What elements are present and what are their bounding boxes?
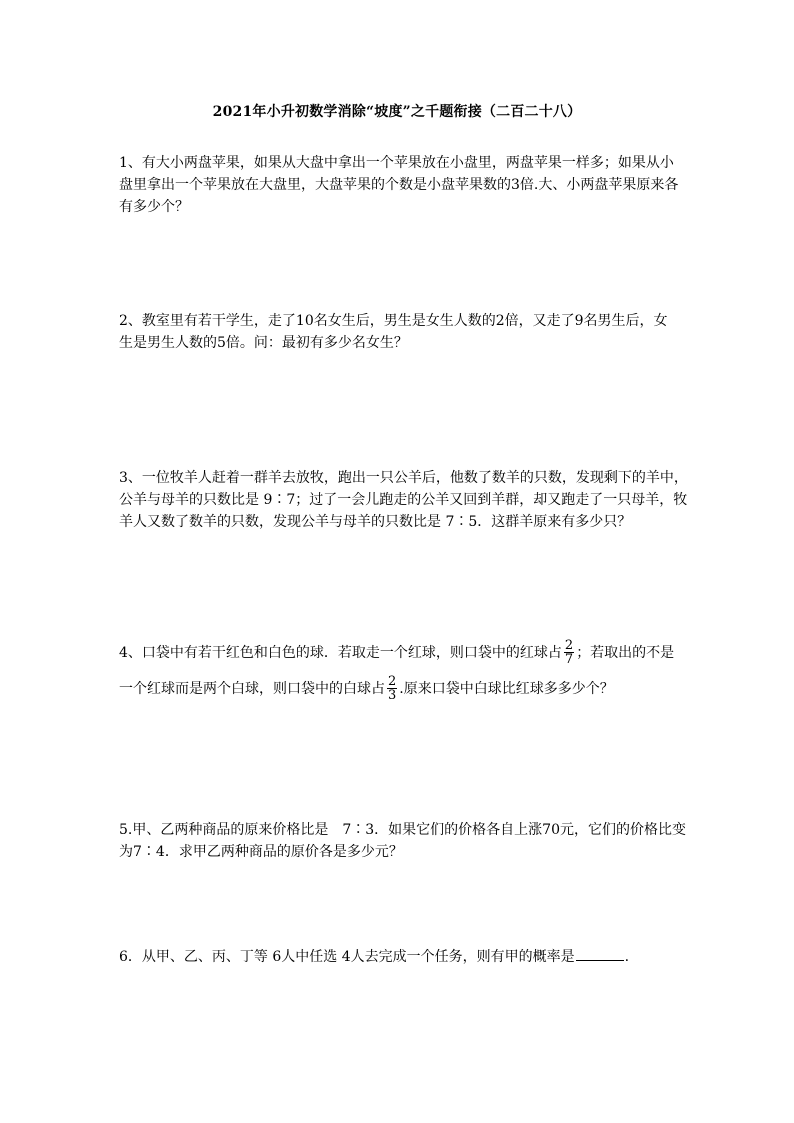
fraction-denominator: 7 [564,652,574,667]
question-1-line-1: 1、有大小两盘苹果，如果从大盘中拿出一个苹果放在小盘里，两盘苹果一样多；如果从小 [119,155,674,171]
fraction-numerator: 2 [388,674,397,689]
question-2 [119,310,679,354]
question-4-text-2: ；若取出的不是 [576,645,675,661]
fraction-two-sevenths [564,640,574,666]
question-6 [119,946,679,968]
document-title: 2021年小升初数学消除“坡度”之千题衔接（二百二十八） [212,104,582,120]
question-2-line-2: 生是男生人数的5倍。问：最初有多少名女生？ [119,335,408,351]
question-4-line-1 [119,638,679,667]
question-1 [119,152,679,218]
question-3 [119,467,688,533]
question-5 [119,819,686,863]
question-5-line-2: 为7∶4．求甲乙两种商品的原价各是多少元？ [119,844,403,860]
question-3-line-2: 公羊与母羊的只数比是 9∶7；过了一会儿跑走的公羊又回到羊群，却又跑走了一只母羊，牧 [119,492,688,508]
question-4-text-4: .原来口袋中白球比红球多多少个？ [399,681,614,697]
question-2-line-1: 2、教室里有若干学生，走了10名女生后，男生是女生人数的2倍，又走了9名男生后，女 [119,313,668,329]
fraction-two-thirds [387,676,397,702]
question-6-period: . [624,949,630,965]
fraction-numerator: 2 [564,638,574,653]
question-6-text: 6．从甲、乙、丙、丁等 6人中任选 4人去完成一个任务，则有甲的概率是 [119,949,575,965]
question-3-line-1: 3、一位牧羊人赶着一群羊去放牧，跑出一只公羊后，他数了数羊的只数，发现剩下的羊中， [119,470,688,486]
question-1-line-2: 盘里拿出一个苹果放在大盘里，大盘苹果的个数是小盘苹果数的3倍.大、小两盘苹果原来各 [119,177,679,193]
question-4-text-3: 一个红球而是两个白球，则口袋中的白球占 [119,681,385,697]
question-4 [119,638,679,703]
question-4-text-1: 4、口袋中有若干红色和白色的球．若取走一个红球，则口袋中的红球占 [119,645,562,661]
question-5-line-1: 5.甲、乙两种商品的原来价格比是 7∶3．如果它们的价格各自上涨70元，它们的价格比变 [119,822,686,838]
question-3-line-3: 羊人又数了数羊的只数，发现公羊与母羊的只数比是 7∶5．这群羊原来有多少只？ [119,514,632,530]
question-4-line-2 [119,674,679,703]
question-6-line-1 [119,946,679,968]
answer-blank[interactable] [576,946,624,961]
fraction-denominator: 3 [388,688,397,703]
question-1-line-3: 有多少个？ [119,199,189,215]
